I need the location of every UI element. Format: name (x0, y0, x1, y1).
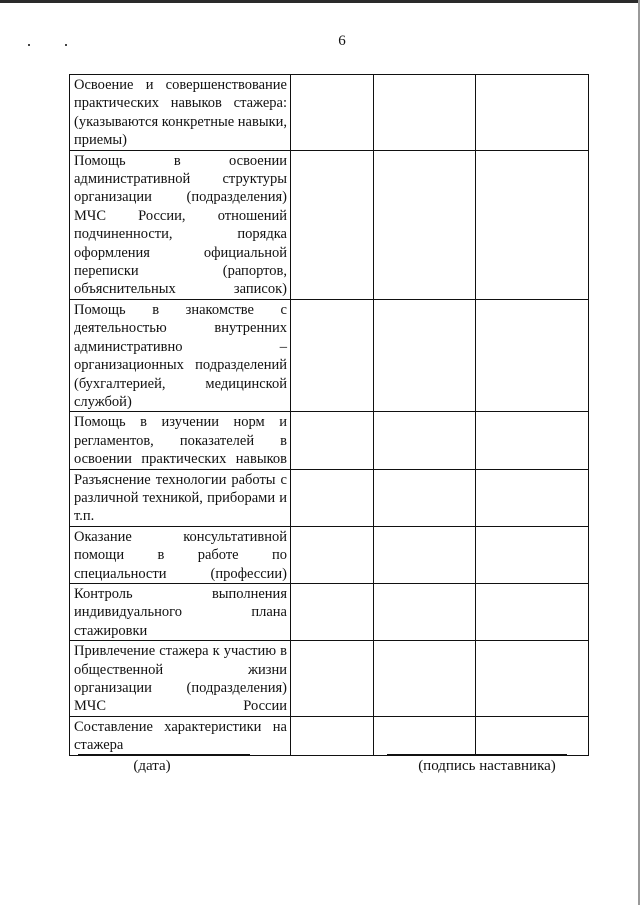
table-row (70, 526, 589, 583)
empty-cell (476, 641, 589, 717)
empty-cell (291, 150, 374, 299)
activity-text: Помощь в освоении административной структуры организации (подразделения) МЧС России, отношений подчиненности, порядка оформления официальной переписки (рапортов, объяснительных записок) (74, 152, 287, 298)
activity-cell (70, 469, 291, 526)
empty-cell (291, 469, 374, 526)
mentor-signature-caption: (подпись наставника) (418, 758, 556, 774)
table-row (70, 412, 589, 469)
empty-cell (476, 526, 589, 583)
activity-cell (70, 641, 291, 717)
empty-cell (476, 412, 589, 469)
empty-cell (374, 469, 476, 526)
empty-cell (291, 526, 374, 583)
activity-text: Помощь в изучении норм и регламентов, показателей в освоении практических навыков (74, 414, 287, 468)
date-signature-line (78, 754, 250, 755)
empty-cell (291, 583, 374, 640)
table-row (70, 716, 589, 755)
empty-cell (374, 412, 476, 469)
empty-cell (291, 716, 374, 755)
table-row (70, 150, 589, 299)
activity-cell (70, 412, 291, 469)
page-number: 6 (338, 33, 346, 49)
mentoring-activities-table (69, 74, 589, 756)
activity-text: Освоение и совершенствование практических навыков стажера: (указываются конкретные навыки, приемы) (74, 77, 287, 149)
activity-text: Помощь в знакомстве с деятельностью внутренних административно – организационных подразделений (бухгалтерией, медицинской службой) (74, 301, 287, 410)
empty-cell (291, 299, 374, 411)
activity-cell (70, 299, 291, 411)
empty-cell (476, 75, 589, 151)
empty-cell (374, 716, 476, 755)
empty-cell (291, 75, 374, 151)
table-row (70, 299, 589, 411)
mentor-signature-line (387, 754, 567, 755)
empty-cell (476, 299, 589, 411)
empty-cell (476, 583, 589, 640)
empty-cell (374, 583, 476, 640)
table-row (70, 583, 589, 640)
activity-text: Привлечение стажера к участию в общественной жизни организации (подразделения) МЧС России (74, 643, 287, 715)
empty-cell (476, 150, 589, 299)
empty-cell (291, 641, 374, 717)
empty-cell (291, 412, 374, 469)
empty-cell (374, 299, 476, 411)
activity-text: Контроль выполнения индивидуального плана стажировки (74, 585, 287, 639)
activity-cell (70, 716, 291, 755)
activity-text: Оказание консультативной помощи в работе по специальности (профессии) (74, 528, 287, 582)
activity-cell (70, 75, 291, 151)
table-row (70, 641, 589, 717)
activity-text: Составление характеристики на стажера (74, 718, 287, 754)
activity-text: Разъяснение технологии работы с различной техникой, приборами и т.п. (74, 471, 287, 525)
activity-cell (70, 150, 291, 299)
empty-cell (374, 526, 476, 583)
empty-cell (374, 75, 476, 151)
table-row (70, 469, 589, 526)
date-caption: (дата) (133, 758, 171, 774)
empty-cell (476, 716, 589, 755)
table-row (70, 75, 589, 151)
activity-cell (70, 526, 291, 583)
scan-edge-top (0, 0, 640, 3)
empty-cell (374, 150, 476, 299)
empty-cell (476, 469, 589, 526)
activity-cell (70, 583, 291, 640)
empty-cell (374, 641, 476, 717)
